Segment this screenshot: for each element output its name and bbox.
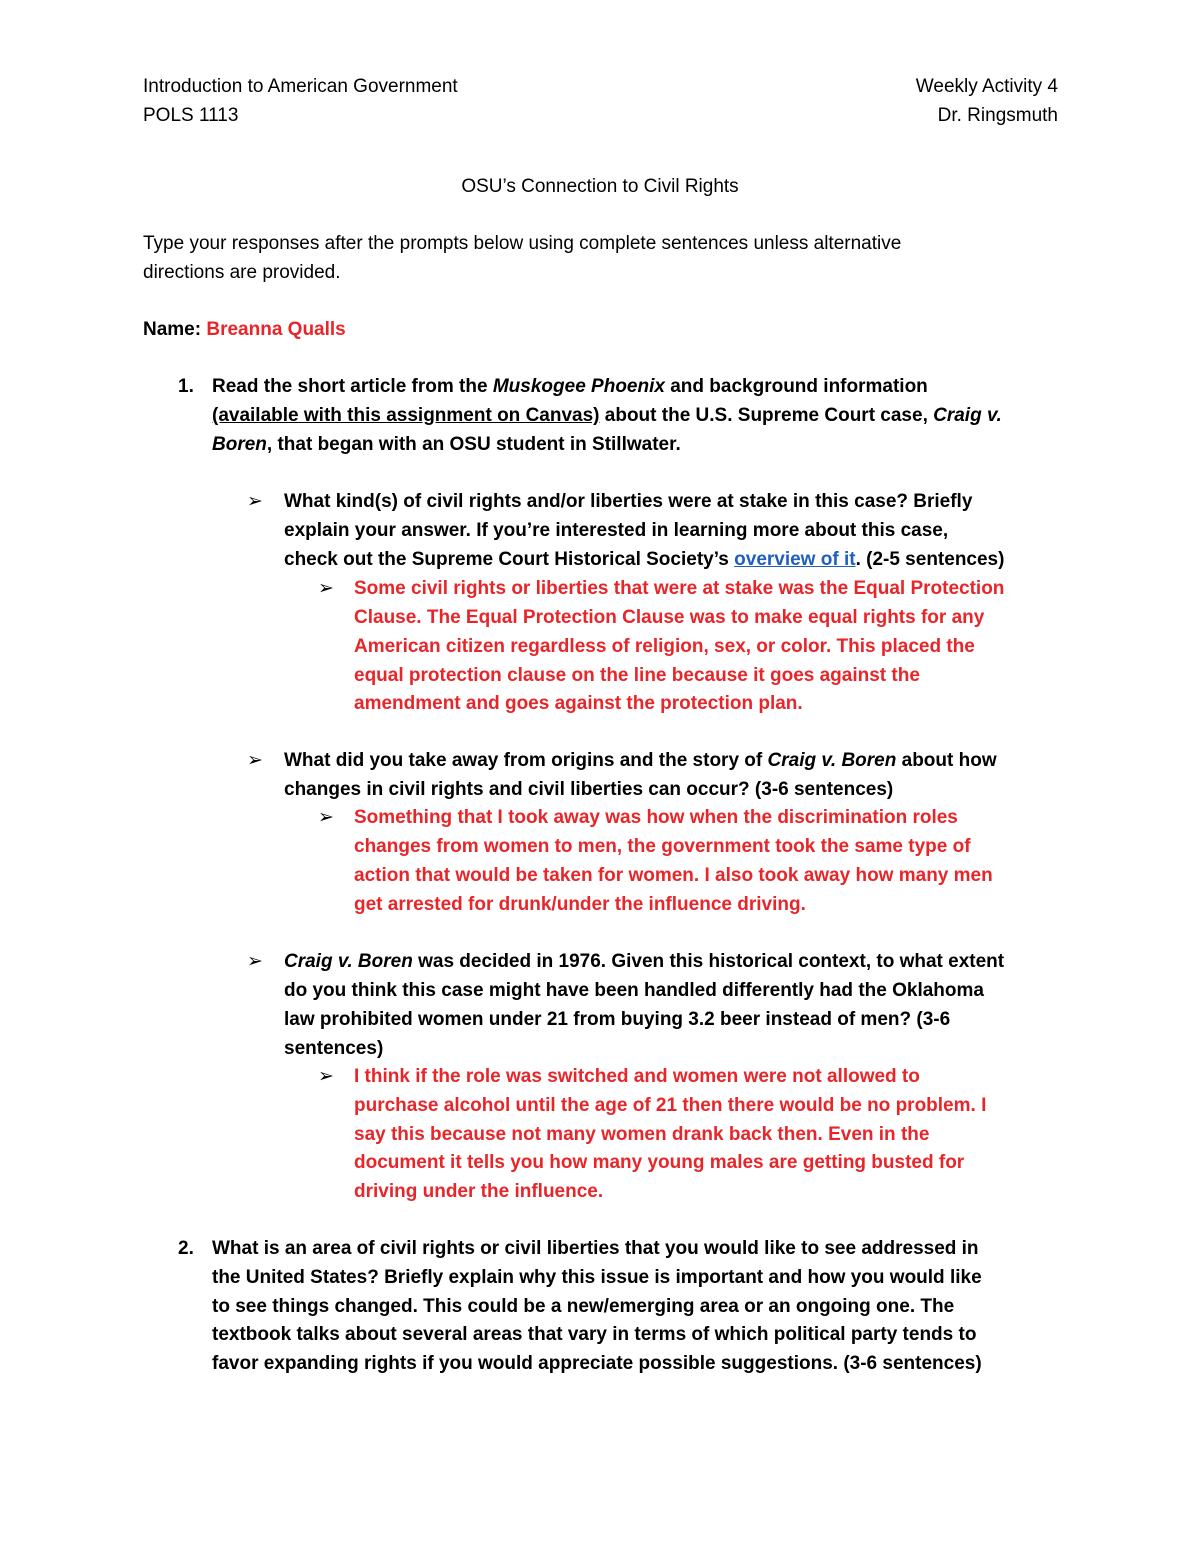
sub1-prompt-line-2: explain your answer. If you’re interested in learning more about this case, — [284, 520, 949, 541]
sub3-answer-line: driving under the influence. — [354, 1181, 604, 1202]
sub1-text: . (2-5 sentences) — [855, 549, 1005, 570]
sub3-prompt-line-1 — [284, 947, 1004, 976]
q1-case-name: Craig v. — [933, 405, 1002, 426]
sub3-answer-line: purchase alcohol until the age of 21 then there would be no problem. I — [354, 1095, 987, 1116]
document-title: OSU’s Connection to Civil Rights — [461, 176, 739, 197]
instructions-line-2: directions are provided. — [143, 262, 341, 283]
sub1-answer-line: American citizen regardless of religion, sex, or color. This placed the — [354, 636, 975, 657]
sub2-answer-line: Something that I took away was how when the discrimination roles — [354, 807, 958, 828]
arrow-bullet-icon: ➢ — [247, 951, 263, 972]
question-1-line-2 — [212, 401, 1002, 430]
sub3-prompt-line-2: do you think this case might have been handled differently had the Oklahoma — [284, 980, 984, 1001]
sub2-answer-line: changes from women to men, the government took the same type of — [354, 836, 971, 857]
sub3-answer-line: I think if the role was switched and women were not allowed to — [354, 1066, 920, 1087]
activity-label: Weekly Activity 4 — [915, 76, 1058, 97]
q1-text: , that began with an OSU student in Stillwater. — [266, 434, 681, 455]
q1-newspaper-name: Muskogee Phoenix — [492, 376, 665, 397]
sub3-answer-line: document it tells you how many young males are getting busted for — [354, 1152, 965, 1173]
student-name: Breanna Qualls — [206, 319, 346, 340]
arrow-bullet-icon: ➢ — [318, 1066, 334, 1087]
sub2-answer-line: action that would be taken for women. I also took away how many men — [354, 865, 993, 886]
question-2-line: textbook talks about several areas that vary in terms of which political party tends to — [212, 1324, 977, 1345]
course-code: POLS 1113 — [143, 105, 239, 126]
question-2-line: What is an area of civil rights or civil liberties that you would like to see addressed in — [212, 1238, 979, 1259]
overview-link[interactable]: overview of it — [734, 549, 856, 570]
sub3-prompt-line-3: law prohibited women under 21 from buying 3.2 beer instead of men? (3-6 — [284, 1009, 951, 1030]
sub1-answer-line: amendment and goes against the protection plan. — [354, 693, 803, 714]
sub3-case-name: Craig v. Boren — [284, 951, 413, 972]
sub1-answer-line: equal protection clause on the line because it goes against the — [354, 665, 920, 686]
question-2-line: favor expanding rights if you would appreciate possible suggestions. (3-6 sentences) — [212, 1353, 982, 1374]
sub3-text: was decided in 1976. Given this historical context, to what extent — [412, 951, 1005, 972]
sub1-text: check out the Supreme Court Historical Society’s — [284, 549, 735, 570]
question-2-line: to see things changed. This could be a new/emerging area or an ongoing one. The — [212, 1296, 955, 1317]
q1-canvas-note: (available with this assignment on Canvas) — [212, 405, 600, 426]
arrow-bullet-icon: ➢ — [247, 750, 263, 771]
question-1-number: 1. — [178, 376, 194, 397]
sub1-prompt-line-3 — [284, 545, 1004, 574]
instructions-line-1: Type your responses after the prompts below using complete sentences unless alternative — [143, 233, 902, 254]
q1-text: and background information — [664, 376, 928, 397]
sub1-answer-line: Clause. The Equal Protection Clause was to make equal rights for any — [354, 607, 985, 628]
question-1-line-3 — [212, 430, 681, 459]
sub2-prompt-line-1 — [284, 746, 997, 775]
q1-case-name: Boren — [212, 434, 267, 455]
instructor-name: Dr. Ringsmuth — [937, 105, 1058, 126]
sub1-prompt-line-1: What kind(s) of civil rights and/or liberties were at stake in this case? Briefly — [284, 491, 973, 512]
question-2-line: the United States? Briefly explain why this issue is important and how you would like — [212, 1267, 982, 1288]
sub2-answer-line: get arrested for drunk/under the influence driving. — [354, 894, 806, 915]
sub3-prompt-line-4: sentences) — [284, 1038, 384, 1059]
course-title: Introduction to American Government — [143, 76, 458, 97]
arrow-bullet-icon: ➢ — [318, 807, 334, 828]
question-1-line-1 — [212, 372, 928, 401]
sub3-answer-line: say this because not many women drank back then. Even in the — [354, 1124, 930, 1145]
name-label: Name: — [143, 319, 202, 340]
sub2-text: What did you take away from origins and the story of — [284, 750, 768, 771]
q1-text: Read the short article from the — [212, 376, 493, 397]
q1-text: about the U.S. Supreme Court case, — [599, 405, 934, 426]
arrow-bullet-icon: ➢ — [318, 578, 334, 599]
sub1-answer-line: Some civil rights or liberties that were at stake was the Equal Protection — [354, 578, 1005, 599]
sub2-prompt-line-2: changes in civil rights and civil liberties can occur? (3-6 sentences) — [284, 779, 894, 800]
arrow-bullet-icon: ➢ — [247, 491, 263, 512]
sub2-case-name: Craig v. Boren — [767, 750, 897, 771]
name-row — [143, 315, 346, 344]
sub2-text: about how — [896, 750, 997, 771]
question-2-number: 2. — [178, 1238, 194, 1259]
